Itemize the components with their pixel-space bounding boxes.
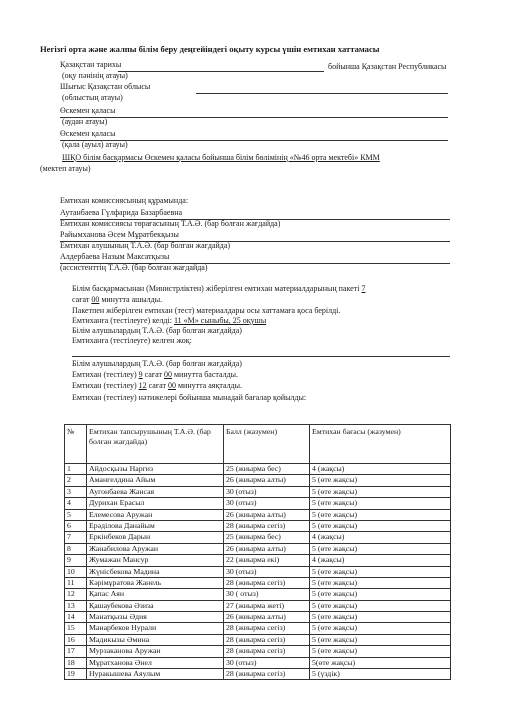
end-hour-label: сағат: [148, 381, 166, 390]
grade-cell: 4 (жақсы): [310, 555, 451, 566]
row-number: 2: [65, 475, 87, 486]
district-underline: [60, 117, 448, 118]
table-row: [65, 464, 451, 475]
grade-cell: 5 (өте жақсы): [310, 589, 451, 600]
grade-rows: [65, 464, 451, 680]
chair-caption: Емтихан комиссиясы төрағасының Т.А.Ә. (бар болған жағдайда): [60, 219, 281, 228]
student-name: Амангелдина Айым: [87, 475, 224, 486]
grade-cell: 5 (өте жақсы): [310, 486, 451, 497]
row-number: 16: [65, 634, 87, 645]
district-value: Өскемен қаласы: [60, 106, 116, 115]
package-hour-label: сағат: [72, 295, 90, 304]
row-number: 11: [65, 577, 87, 588]
row-number: 6: [65, 520, 87, 531]
subject-suffix: бойынша Қазақстан Республикасы: [328, 62, 447, 71]
chair-name: Аутанбаева Гүлфарида Базарбаевна: [60, 208, 183, 217]
examiner-caption: Емтихан алушының Т.А.Ә. (бар болған жағдайда): [60, 241, 231, 250]
row-number: 8: [65, 543, 87, 554]
region-value: Шығыс Қазақстан облысы: [60, 82, 151, 91]
grade-cell: 5 (үздік): [310, 669, 451, 680]
assistant-caption: (ассистенттің Т.А.Ә. (бар болған жағдайда): [60, 263, 208, 272]
score-cell: 28 (жиырма сегіз): [224, 520, 310, 531]
package-minutes-label: минутта ашылды.: [101, 295, 163, 304]
score-cell: 25 (жиырма бес): [224, 532, 310, 543]
student-name: Мадикызы Әмина: [87, 634, 224, 645]
row-number: 9: [65, 555, 87, 566]
package-text-a: Білім басқармасынан (Министрліктен) жіберілген емтихан материалдарының пакеті: [72, 284, 360, 293]
end-minutes: 00: [167, 381, 176, 390]
table-row: [65, 623, 451, 634]
student-name: Жүнісбекова Мадина: [87, 566, 224, 577]
tests-attached: Пакетпен жіберілген емтихан (тест) материалдары осы хаттамаға қоса берілді.: [72, 306, 341, 315]
score-cell: 28 (жиырма сегіз): [224, 669, 310, 680]
grade-cell: 5 (өте жақсы): [310, 612, 451, 623]
city-caption: (қала (ауыл) атауы): [62, 140, 128, 149]
came-caption: Білім алушылардың Т.А.Ә. (бар болған жағдайда): [72, 326, 242, 335]
student-name: Манарбеков Нурали: [87, 623, 224, 634]
assistant-name: Алдербаева Назым Максатқызы: [60, 252, 170, 261]
table-row: [65, 520, 451, 531]
grade-cell: 5 (өте жақсы): [310, 498, 451, 509]
came-value: 11 «М» сыныбы, 25 оқушы: [173, 316, 267, 325]
score-cell: 28 (жиырма сегіз): [224, 623, 310, 634]
table-row: [65, 498, 451, 509]
table-row: [65, 646, 451, 657]
score-cell: 30 (отыз): [224, 486, 310, 497]
row-number: 4: [65, 498, 87, 509]
start-label: Емтихан (тестілеу): [72, 370, 137, 379]
student-name: Манатқызы Әдия: [87, 612, 224, 623]
student-name: Кәрімұратова Жанель: [87, 577, 224, 588]
student-name: Жанабилова Аружан: [87, 543, 224, 554]
table-row: [65, 634, 451, 645]
results-intro: Емтихан (тестілеу) нәтижелері бойынша мынадай бағалар қойылды:: [72, 393, 307, 402]
city-value: Өскемен қаласы: [60, 129, 116, 138]
table-row: [65, 566, 451, 577]
grade-cell: 5 (өте жақсы): [310, 566, 451, 577]
score-cell: 30 (отыз): [224, 498, 310, 509]
student-name: Ерәділова Данайым: [87, 520, 224, 531]
row-number: 5: [65, 509, 87, 520]
grade-cell: 5 (өте жақсы): [310, 646, 451, 657]
end-label: Емтихан (тестілеу): [72, 381, 137, 390]
score-cell: 26 (жиырма алты): [224, 612, 310, 623]
score-cell: 28 (жиырма сегіз): [224, 577, 310, 588]
student-name: Еркінбеков Дарын: [87, 532, 224, 543]
grade-cell: 5 (өте жақсы): [310, 475, 451, 486]
row-number: 14: [65, 612, 87, 623]
absent-label: Емтиханға (тестілеуге) келген жоқ:: [72, 336, 192, 345]
row-number: 18: [65, 657, 87, 668]
start-hour: 9: [138, 370, 143, 379]
row-number: 13: [65, 600, 87, 611]
table-row: [65, 589, 451, 600]
student-name: Дурихан Ерасыл: [87, 498, 224, 509]
grade-cell: 5 (өте жақсы): [310, 520, 451, 531]
absent-underline: [72, 356, 450, 357]
score-cell: 28 (жиырма сегіз): [224, 646, 310, 657]
grade-cell: 5 (өте жақсы): [310, 509, 451, 520]
table-row: [65, 475, 451, 486]
table-row: [65, 486, 451, 497]
grade-cell: 5(өте жақсы): [310, 657, 451, 668]
row-number: 19: [65, 669, 87, 680]
package-time: [72, 295, 162, 305]
table-header-row: [65, 425, 451, 464]
score-cell: 25 (жиырма бес): [224, 464, 310, 475]
region-underline: [196, 93, 448, 94]
row-number: 7: [65, 532, 87, 543]
table-row: [65, 543, 451, 554]
header-grade: Емтихан бағасы (жазумен): [310, 425, 451, 464]
subject-caption: (оқу пәнінің атауы): [62, 71, 128, 80]
grade-cell: 5 (өте жақсы): [310, 623, 451, 634]
table-row: [65, 577, 451, 588]
table-row: [65, 555, 451, 566]
end-hour: 12: [138, 381, 147, 390]
score-cell: 27 (жиырма жеті): [224, 600, 310, 611]
row-number: 15: [65, 623, 87, 634]
row-number: 1: [65, 464, 87, 475]
start-minutes: 00: [163, 370, 172, 379]
came-label: Емтиханға (тестілеуге) келді:: [72, 316, 172, 325]
header-number: №: [65, 425, 87, 464]
grade-cell: 5 (өте жақсы): [310, 577, 451, 588]
start-minutes-label: минутта басталды.: [173, 370, 239, 379]
student-name: Нуракышева Аяулым: [87, 669, 224, 680]
end-time: [72, 381, 242, 391]
package-text: [72, 284, 365, 294]
score-cell: 28 (жиырма сегіз): [224, 634, 310, 645]
student-name: Жумажан Мансур: [87, 555, 224, 566]
package-minutes: 00: [91, 295, 100, 304]
table-row: [65, 532, 451, 543]
grade-cell: 4 (жақсы): [310, 464, 451, 475]
came-line: [72, 316, 266, 326]
region-caption: (облыстың атауы): [62, 93, 123, 102]
grade-cell: 4 (жақсы): [310, 532, 451, 543]
table-row: [65, 657, 451, 668]
commission-heading: Емтихан комиссиясының құрамында:: [60, 196, 189, 205]
student-name: Айдосқызы Наргиз: [87, 464, 224, 475]
examiner-name: Райымханова Әсем Мұратбекқызы: [60, 230, 179, 239]
score-cell: 26 (жиырма алты): [224, 543, 310, 554]
score-cell: 26 (жиырма алты): [224, 509, 310, 520]
start-hour-label: сағат: [144, 370, 162, 379]
end-minutes-label: минутта аяқталды.: [177, 381, 243, 390]
row-number: 3: [65, 486, 87, 497]
student-name: Қапас Аян: [87, 589, 224, 600]
score-cell: 30 ( отыз): [224, 589, 310, 600]
student-name: Мұратханова Әнел: [87, 657, 224, 668]
grade-cell: 5 (өте жақсы): [310, 543, 451, 554]
row-number: 12: [65, 589, 87, 600]
student-name: Қашаубекова Әзиза: [87, 600, 224, 611]
table-row: [65, 509, 451, 520]
score-cell: 30 (отыз): [224, 657, 310, 668]
row-number: 17: [65, 646, 87, 657]
subject-underline: [118, 71, 324, 72]
table-row: [65, 600, 451, 611]
absent-caption: Білім алушылардың Т.А.Ә. (бар болған жағдайда): [72, 359, 242, 368]
subject-value: Қазақстан тарихы: [60, 60, 122, 69]
header-name: Емтихан тапсырушының Т.А.Ә. (бар болған жағдайда): [87, 425, 224, 464]
score-cell: 22 (жиырма екі): [224, 555, 310, 566]
document-title: Негізгі орта және жалпы білім беру деңгейіндегі оқыту курсы үшін емтихан хаттамасы: [40, 44, 380, 54]
start-time: [72, 370, 238, 380]
header-score: Балл (жазумен): [224, 425, 310, 464]
table-row: [65, 669, 451, 680]
grade-cell: 5 (өте жақсы): [310, 600, 451, 611]
student-name: Елемесова Аружан: [87, 509, 224, 520]
district-caption: (аудан атауы): [62, 117, 108, 126]
student-name: Аугонбаева Жансая: [87, 486, 224, 497]
school-caption: (мектеп атауы): [40, 164, 91, 173]
package-hour: 7: [361, 284, 366, 293]
score-cell: 26 (жиырма алты): [224, 475, 310, 486]
school-value: ШҚО білім басқармасы Өскемен қаласы бойынша білім бөлімінің «№46 орта мектебі» КММ: [62, 153, 380, 162]
student-name: Мурзаканова Аружан: [87, 646, 224, 657]
grades-table: [64, 424, 451, 680]
table-row: [65, 612, 451, 623]
score-cell: 30 (отыз): [224, 566, 310, 577]
grade-cell: 5 (өте жақсы): [310, 634, 451, 645]
row-number: 10: [65, 566, 87, 577]
